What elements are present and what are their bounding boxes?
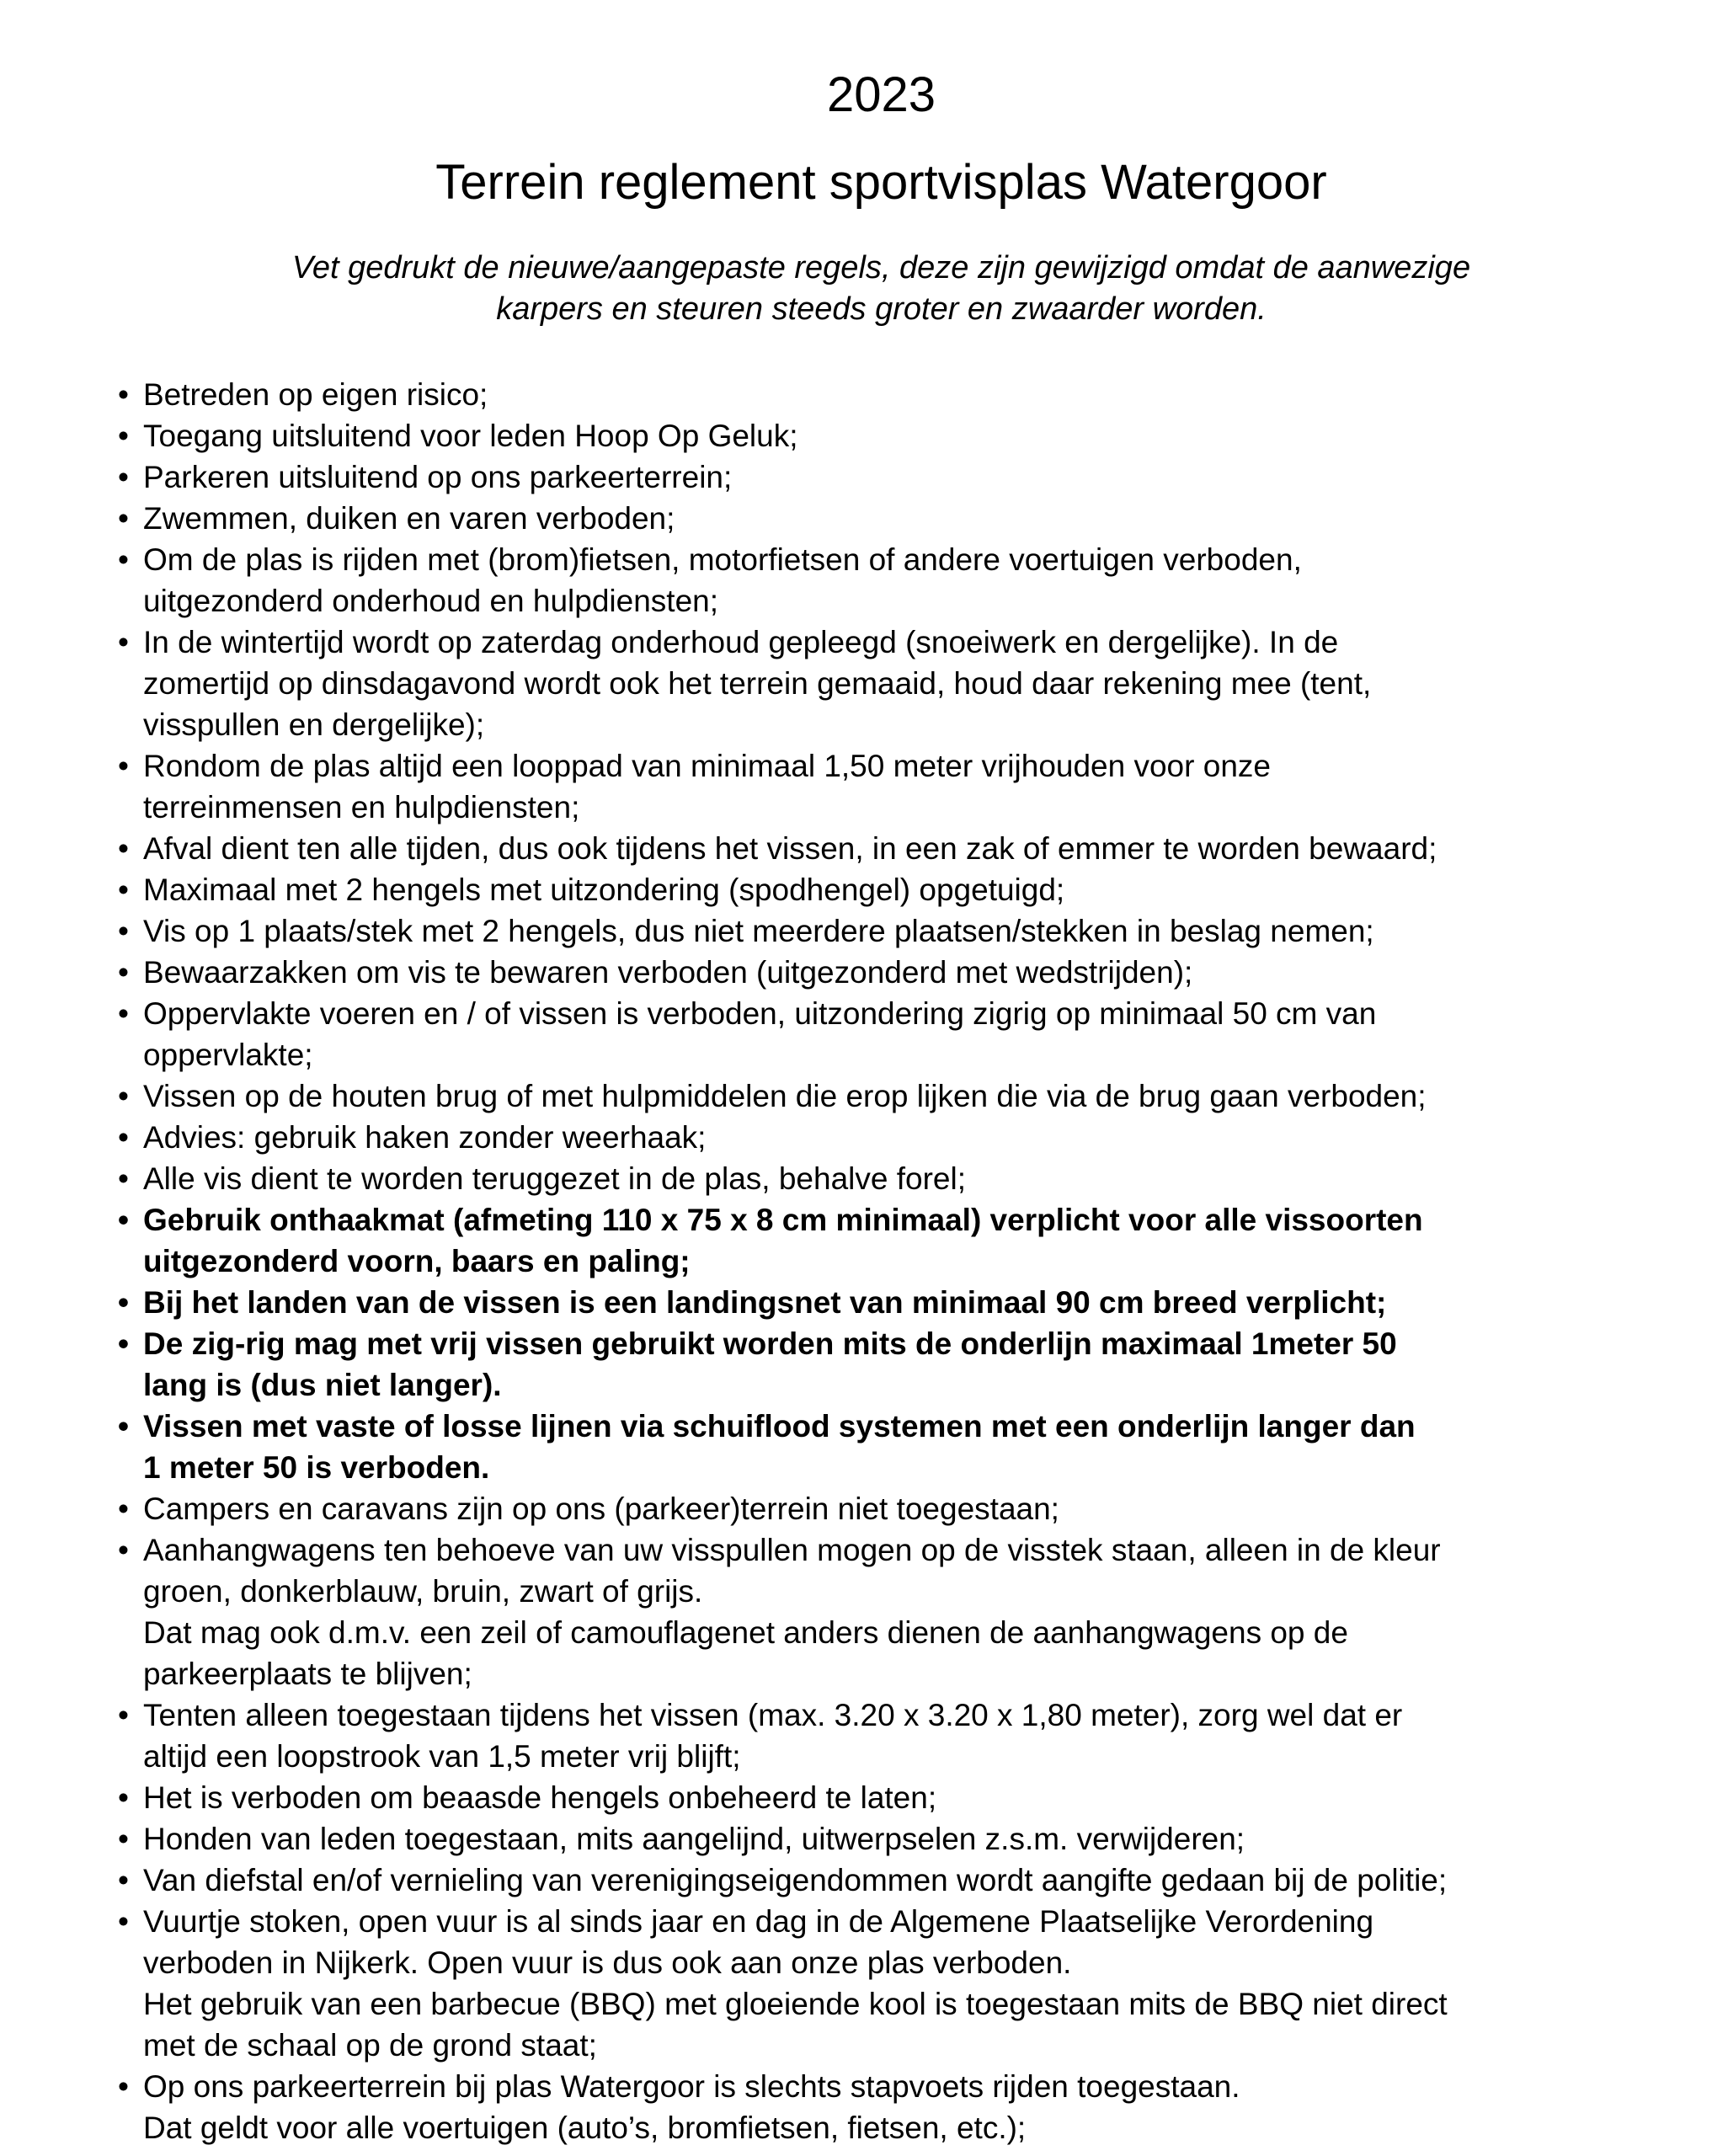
rule-line: • Om de plas is rijden met (brom)fietsen, motorfietsen of andere voertuigen verboden, (143, 542, 1302, 577)
rule-line: • Rondom de plas altijd een looppad van minimaal 1,50 meter vrijhouden voor onze (143, 749, 1271, 783)
rule-line: • Vissen op de houten brug of met hulpmiddelen die erop lijken die via de brug gaan verboden; (143, 1079, 1427, 1113)
rule-line: • Parkeren uitsluitend op ons parkeerterrein; (143, 460, 733, 494)
rule-line: • Vissen met vaste of losse lijnen via schuiflood systemen met een onderlijn langer dan (143, 1409, 1416, 1444)
rule-line: • Oppervlakte voeren en / of vissen is verboden, uitzondering zigrig op minimaal 50 cm van (143, 996, 1377, 1031)
rule-item (118, 1488, 1645, 1529)
rule-item (118, 539, 1645, 622)
rule-item (118, 828, 1645, 869)
rule-line: • Honden van leden toegestaan, mits aangelijnd, uitwerpselen z.s.m. verwijderen; (143, 1822, 1245, 1856)
rule-line: • Alle vis dient te worden teruggezet in de plas, behalve forel; (143, 1161, 966, 1196)
rule-line: parkeerplaats te blijven; (143, 1657, 472, 1691)
rule-line: • Het is verboden om beaasde hengels onbeheerd te laten; (143, 1780, 937, 1815)
rule-line: 1 meter 50 is verboden. (143, 1450, 490, 1485)
rule-line: uitgezonderd onderhoud en hulpdiensten; (143, 584, 719, 618)
rule-item (118, 1818, 1645, 1860)
rule-line: • Tenten alleen toegestaan tijdens het vissen (max. 3.20 x 3.20 x 1,80 meter), zorg wel dat er (143, 1698, 1403, 1732)
rule-item (118, 415, 1645, 456)
rule-item (118, 1777, 1645, 1818)
rule-line: altijd een loopstrook van 1,5 meter vrij blijft; (143, 1739, 741, 1774)
rule-item (118, 1158, 1645, 1199)
rule-item (118, 1323, 1645, 1406)
rule-line: • Maximaal met 2 hengels met uitzondering (spodhengel) opgetuigd; (143, 873, 1065, 907)
document-note: Vet gedrukt de nieuwe/aangepaste regels, deze zijn gewijzigd omdat de aanwezige karpers en steuren steeds groter en zwaarder worden. (291, 250, 1471, 327)
rule-line: • Advies: gebruik haken zonder weerhaak; (143, 1120, 707, 1155)
rule-line: lang is (dus niet langer). (143, 1368, 502, 1402)
rule-item (118, 1901, 1645, 2066)
rule-line: • Vuurtje stoken, open vuur is al sinds jaar en dag in de Algemene Plaatselijke Verordening (143, 1904, 1374, 1939)
rule-line: • Van diefstal en/of vernieling van verenigingseigendommen wordt aangifte gedaan bij de politie; (143, 1863, 1448, 1897)
rule-item (118, 993, 1645, 1075)
rule-item (118, 1406, 1645, 1488)
rule-line: oppervlakte; (143, 1038, 313, 1072)
rule-item (118, 456, 1645, 498)
rule-line: visspullen en dergelijke); (143, 707, 485, 742)
rule-line: groen, donkerblauw, bruin, zwart of grijs. (143, 1574, 703, 1609)
rule-line: • In de wintertijd wordt op zaterdag onderhoud gepleegd (snoeiwerk en dergelijke). In de (143, 625, 1339, 659)
rule-item (118, 1282, 1645, 1323)
rule-line: zomertijd op dinsdagavond wordt ook het terrein gemaaid, houd daar rekening mee (tent, (143, 666, 1372, 701)
rule-line: Dat mag ook d.m.v. een zeil of camouflagenet anders dienen de aanhangwagens op de (143, 1615, 1348, 1650)
document-year: 2023 (826, 67, 936, 122)
rule-item (118, 910, 1645, 952)
rule-line: • Campers en caravans zijn op ons (parkeer)terrein niet toegestaan; (143, 1492, 1059, 1526)
rule-line: • Aanhangwagens ten behoeve van uw visspullen mogen op de visstek staan, alleen in de kleur (143, 1533, 1441, 1567)
rule-line: • Toegang uitsluitend voor leden Hoop Op Geluk; (143, 419, 798, 453)
rule-line: • Bij het landen van de vissen is een landingsnet van minimaal 90 cm breed verplicht; (143, 1285, 1387, 1320)
rule-line: • Vis op 1 plaats/stek met 2 hengels, dus niet meerdere plaatsen/stekken in beslag nemen; (143, 914, 1374, 948)
rule-line: • Betreden op eigen risico; (143, 377, 488, 412)
rule-line: terreinmensen en hulpdiensten; (143, 790, 580, 825)
rule-item (118, 745, 1645, 828)
rule-item (118, 1694, 1645, 1777)
rule-item (118, 1075, 1645, 1117)
rule-line: verboden in Nijkerk. Open vuur is dus ook aan onze plas verboden. (143, 1945, 1072, 1980)
rule-item (118, 498, 1645, 539)
rule-line: • Afval dient ten alle tijden, dus ook tijdens het vissen, in een zak of emmer te worden bewaard; (143, 831, 1437, 866)
rule-line: • Bewaarzakken om vis te bewaren verboden (uitgezonderd met wedstrijden); (143, 955, 1193, 990)
rule-line: • Zwemmen, duiken en varen verboden; (143, 501, 675, 536)
rule-item (118, 952, 1645, 993)
rule-line: uitgezonderd voorn, baars en paling; (143, 1244, 691, 1278)
rule-line: Het gebruik van een barbecue (BBQ) met gloeiende kool is toegestaan mits de BBQ niet direct (143, 1987, 1448, 2021)
rule-item (118, 622, 1645, 745)
rule-item (118, 869, 1645, 910)
rule-item (118, 1117, 1645, 1158)
rule-item (118, 1199, 1645, 1282)
document-title: Terrein reglement sportvisplas Watergoor (435, 155, 1327, 210)
rule-item (118, 374, 1645, 415)
rule-item (118, 1860, 1645, 1901)
rules-list (118, 374, 1645, 2148)
rule-line: Dat geldt voor alle voertuigen (auto’s, bromfietsen, fietsen, etc.); (143, 2111, 1027, 2145)
rule-line: met de schaal op de grond staat; (143, 2028, 597, 2063)
rule-item (118, 1529, 1645, 1694)
rule-line: • Op ons parkeerterrein bij plas Watergoor is slechts stapvoets rijden toegestaan. (143, 2069, 1240, 2104)
rule-item (118, 2066, 1645, 2148)
rule-line: • Gebruik onthaakmat (afmeting 110 x 75 x 8 cm minimaal) verplicht voor alle vissoorten (143, 1203, 1423, 1237)
rule-line: • De zig-rig mag met vrij vissen gebruikt worden mits de onderlijn maximaal 1meter 50 (143, 1326, 1397, 1361)
